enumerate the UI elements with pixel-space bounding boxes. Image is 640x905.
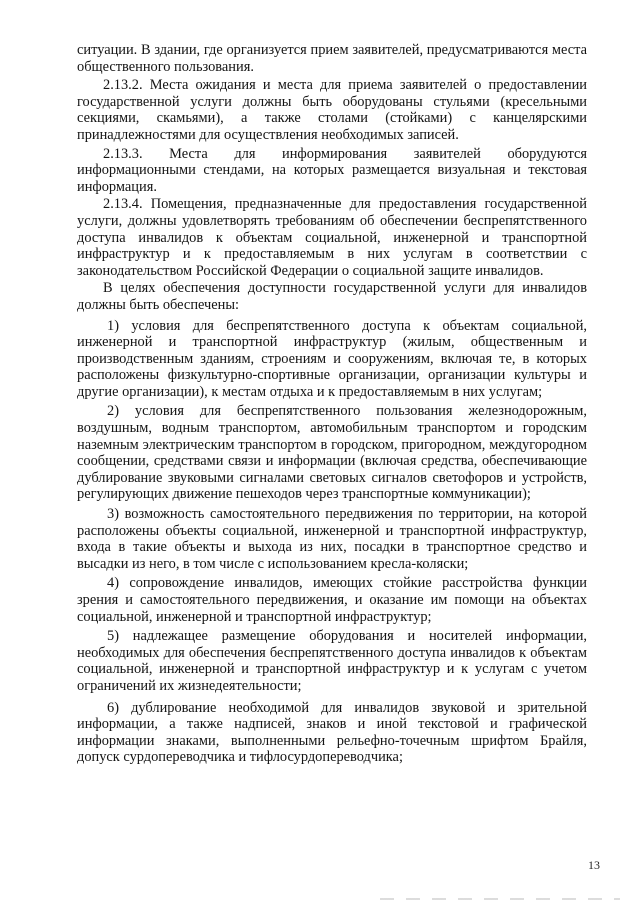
- list-item-5: 5) надлежащее размещение оборудования и носителей информации, необходимых для обеспечения беспрепятственного доступа инвалидов к объектам социальной, инженерной и транспортной инфраструктур и к услугам с учетом ограничений их жизнедеятельности;: [77, 628, 587, 694]
- list-item-4: 4) сопровождение инвалидов, имеющих стойкие расстройства функции зрения и самостоятельного передвижения, и оказание им помощи на объектах социальной, инженерной и транспортной инфраструктур;: [77, 575, 587, 625]
- paragraph-2-13-4: 2.13.4. Помещения, предназначенные для предоставления государственной услуги, должны удовлетворять требованиям об обеспечении беспрепятственного доступа инвалидов к объектам социальной, инженерной и транспортной инфраструктур и к предоставляемым в них услугам в соответствии с законодательством Российской Федерации о социальной защите инвалидов.: [77, 196, 587, 279]
- list-item-2: 2) условия для беспрепятственного пользования железнодорожным, воздушным, водным транспортом, автомобильным транспортом и городским наземным электрическим транспортом в городском, пригородном, междугородном сообщении, средствами связи и информации (включая средства, обеспечивающие дублирование звуковыми сигналами световых сигналов светофоров и устройств, регулирующих движение пешеходов через транспортные коммуникации);: [77, 403, 587, 503]
- paragraph-2-13-2: 2.13.2. Места ожидания и места для приема заявителей о предоставлении государственной услуги должны быть оборудованы стульями (кресельными секциями, скамьями), а также столами (стойками) с канцелярскими принадлежностями для осуществления необходимых записей.: [77, 77, 587, 143]
- paragraph-2-13-3: 2.13.3. Места для информирования заявителей оборудуются информационными стендами, на которых размещается визуальная и текстовая информация.: [77, 145, 587, 195]
- list-item-3: 3) возможность самостоятельного передвижения по территории, на которой расположены объекты социальной, инженерной и транспортной инфраструктур, входа в такие объекты и выхода из них, посадки в транспортное средство и высадки из него, в том числе с использованием кресла-коляски;: [77, 506, 587, 572]
- list-item-1: 1) условия для беспрепятственного доступа к объектам социальной, инженерной и транспортной инфраструктур (жилым, общественным и производственным зданиям, строениям и сооружениям, включая те, в которых расположены физкультурно-спортивные организации, организации культуры и другие организации), к местам отдыха и к предоставляемым в них услугам;: [77, 317, 587, 400]
- paragraph-accessibility-intro: В целях обеспечения доступности государственной услуги для инвалидов должны быть обеспечены:: [77, 280, 587, 313]
- page-number: 13: [588, 858, 600, 872]
- paragraph-continuation: ситуации. В здании, где организуется прием заявителей, предусматриваются места общественного пользования.: [77, 42, 587, 75]
- document-page: [77, 42, 587, 766]
- scan-edge-artifact: [380, 898, 620, 900]
- list-item-6: 6) дублирование необходимой для инвалидов звуковой и зрительной информации, а также надписей, знаков и иной текстовой и графической информации знаками, выполненными рельефно-точечным шрифтом Брайля, допуск сурдопереводчика и тифлосурдопереводчика;: [77, 699, 587, 766]
